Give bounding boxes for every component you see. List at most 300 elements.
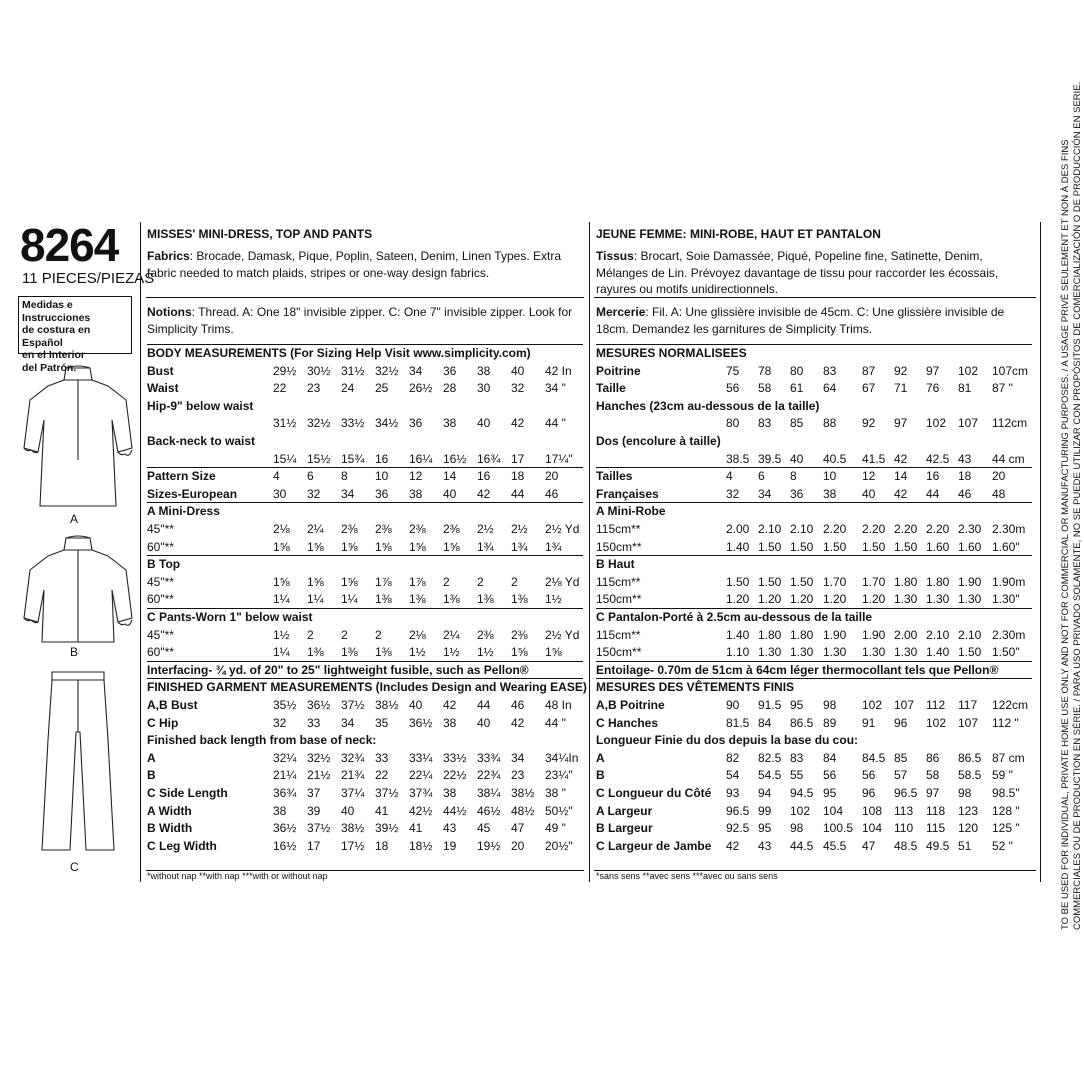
table-cell: 99 [758, 803, 772, 818]
table-row [147, 503, 587, 520]
table-cell: 58.5 [958, 768, 982, 783]
table-cell: 1⅝ [511, 645, 528, 660]
row-label: Longueur Finie du dos depuis la base du cou: [596, 733, 859, 748]
table-cell: 1.80 [926, 574, 950, 589]
table-cell: 54.5 [758, 768, 782, 783]
section-divider [147, 344, 583, 345]
table-row [596, 820, 1036, 837]
table-cell: 15½ [307, 451, 331, 466]
table-cell: 44 " [545, 715, 566, 730]
french-footnote: *sans sens **avec sens ***avec ou sans sens [596, 871, 778, 881]
table-cell: 22¾ [477, 768, 501, 783]
row-label: Sizes-European [147, 486, 238, 501]
notions-text: : Thread. A: One 18" invisible zipper. C: One 7" invisible zipper. Look for Simplicity Trims. [147, 305, 573, 336]
table-cell: 1.30 [958, 592, 982, 607]
table-cell: 1⅝ [409, 539, 426, 554]
table-cell: 1.50 [958, 645, 982, 660]
table-cell: 1½ [273, 627, 290, 642]
table-cell: 32 [273, 715, 287, 730]
table-cell: 1.30 [894, 645, 918, 660]
table-cell: 1⅞ [375, 574, 392, 589]
table-row [147, 732, 587, 749]
table-cell: 34 " [545, 381, 566, 396]
table-cell: 2.00 [894, 627, 918, 642]
table-cell: 16½ [273, 838, 297, 853]
table-cell: 1⅜ [375, 592, 392, 607]
table-cell: 1.30 [790, 645, 814, 660]
table-cell: 23 [307, 381, 321, 396]
table-cell: 34½ [375, 416, 399, 431]
table-row [147, 697, 587, 714]
table-cell: 90 [726, 698, 740, 712]
table-cell: 1.60 [958, 539, 982, 554]
table-cell: 1¼ [307, 592, 324, 607]
table-cell: 1.30 [758, 645, 782, 660]
row-label: Back-neck to waist [147, 434, 256, 448]
row-label: Hanches (23cm au-dessous de la taille) [596, 398, 820, 413]
row-label: B [596, 768, 605, 783]
row-label: A Mini-Dress [147, 504, 220, 519]
table-cell: 38 [443, 786, 457, 800]
table-cell: 38¼ [477, 786, 501, 800]
table-cell: 33¼ [409, 750, 433, 765]
table-cell: 32½ [375, 363, 399, 378]
table-cell: 1½ [477, 645, 494, 660]
table-cell: 102 [790, 803, 811, 818]
table-cell: 14 [894, 469, 908, 484]
row-label: Pattern Size [147, 469, 216, 484]
table-cell: 2.20 [862, 522, 886, 536]
table-cell: 30½ [307, 363, 331, 378]
table-cell: 42 [894, 486, 908, 501]
table-row [147, 380, 587, 397]
table-cell: 40 [341, 803, 355, 818]
section-divider [147, 555, 583, 556]
row-label: BODY MEASUREMENTS (For Sizing Help Visit www.simplicity.com) [147, 346, 531, 360]
table-cell: 51 [958, 838, 972, 853]
table-cell: 59 " [992, 768, 1013, 783]
usage-notice [1060, 81, 1084, 930]
table-cell: 1.90 [862, 627, 886, 642]
table-cell: 102 [926, 416, 947, 431]
table-cell: 44 [511, 486, 525, 501]
table-row [596, 803, 1036, 820]
table-cell: 1⅝ [307, 539, 324, 554]
table-cell: 122cm [992, 698, 1029, 712]
table-cell: 37½ [307, 821, 331, 836]
table-row [596, 609, 1036, 626]
table-row [147, 345, 587, 362]
table-cell: 58 [758, 381, 772, 396]
table-row [596, 451, 1036, 468]
table-cell: 81 [958, 381, 972, 396]
table-cell: 98.5" [992, 786, 1020, 800]
table-cell: 112 " [992, 715, 1019, 730]
table-cell: 44 [477, 698, 491, 712]
table-cell: 8 [341, 469, 348, 484]
table-cell: 1¼ [341, 592, 358, 607]
section-divider [596, 661, 1032, 662]
table-cell: 112cm [992, 416, 1028, 431]
table-row [147, 679, 587, 696]
table-cell: 1½ [409, 645, 426, 660]
table-cell: 1.30" [992, 592, 1020, 607]
table-cell: 2.00 [726, 522, 750, 536]
table-cell: 91.5 [758, 698, 782, 712]
table-cell: 33 [307, 715, 321, 730]
table-cell: 49 " [545, 821, 566, 836]
dress-a-drawing [24, 366, 132, 506]
table-cell: 104 [862, 821, 883, 836]
table-cell: 108 [862, 803, 883, 818]
table-cell: 12 [862, 469, 876, 484]
table-cell: 37½ [375, 786, 399, 800]
table-cell: 102 [958, 363, 979, 378]
table-cell: 25 [375, 381, 389, 396]
table-cell: 36 [790, 486, 804, 501]
table-cell: 39 [307, 803, 321, 818]
table-row [147, 820, 587, 837]
table-cell: 128 " [992, 803, 1020, 818]
table-cell: 58 [926, 768, 940, 783]
table-cell: 44½ [443, 803, 467, 818]
table-row [596, 627, 1036, 644]
table-cell: 55 [790, 768, 804, 783]
right-column-divider [1040, 222, 1041, 882]
table-cell: 42 [477, 486, 491, 501]
table-row [147, 644, 587, 661]
table-cell: 15¾ [341, 451, 365, 466]
table-cell: 86.5 [958, 750, 982, 765]
table-cell: 80 [726, 416, 740, 431]
table-cell: 98 [823, 698, 837, 712]
row-label: B Largeur [596, 821, 653, 836]
table-cell: 75 [726, 363, 740, 378]
table-cell: 86 [926, 750, 940, 765]
table-cell: 16 [926, 469, 940, 484]
table-cell: 39.5 [758, 451, 782, 466]
table-cell: 45.5 [823, 838, 847, 853]
row-label: Finished back length from base of neck: [147, 733, 377, 748]
table-cell: 1⅞ [409, 574, 426, 589]
row-label: Hip-9" below waist [147, 398, 254, 413]
table-cell: 42½ [409, 803, 433, 818]
table-cell: 34 [341, 715, 355, 730]
table-cell: 97 [926, 786, 940, 800]
table-cell: 1.80 [894, 574, 918, 589]
section-divider [596, 502, 1032, 503]
table-cell: 102 [862, 698, 883, 712]
row-label: Taille [596, 381, 626, 396]
table-cell: 95 [790, 698, 804, 712]
table-cell: 42.5 [926, 451, 950, 466]
table-cell: 96 [862, 786, 876, 800]
table-cell: 22 [273, 381, 287, 396]
table-cell: 42 [726, 838, 740, 853]
table-cell: 36½ [409, 715, 433, 730]
table-cell: 34¼In [545, 750, 579, 765]
table-cell: 92 [862, 416, 876, 431]
french-notions [596, 304, 1036, 337]
english-notions [147, 304, 583, 337]
table-cell: 42 [511, 416, 525, 431]
fabrics-text: : Brocade, Damask, Pique, Poplin, Sateen, Denim, Linen Types. Extra fabric needed to match plaids, stripes or one-way design fabrics. [147, 249, 561, 280]
table-cell: 2 [443, 574, 450, 589]
row-label: 45"** [147, 627, 174, 642]
table-cell: 1.40 [726, 627, 750, 642]
table-cell: 1.60" [992, 539, 1020, 554]
table-cell: 33½ [443, 750, 467, 765]
table-row [147, 750, 587, 767]
table-cell: 18½ [409, 838, 433, 853]
table-cell: 52 " [992, 838, 1013, 853]
table-cell: 56 [862, 768, 876, 783]
table-cell: 2.30m [992, 627, 1026, 642]
table-cell: 36½ [273, 821, 297, 836]
table-cell: 117 [958, 698, 978, 712]
row-label: Tailles [596, 469, 633, 484]
row-label: 60"** [147, 592, 174, 607]
row-label: A,B Poitrine [596, 698, 665, 712]
table-cell: 17 [511, 451, 525, 466]
spanish-note-line: Medidas e Instrucciones [22, 299, 91, 324]
table-cell: 1½ [545, 592, 562, 607]
table-cell: 1.50 [758, 574, 782, 589]
table-cell: 85 [790, 416, 804, 431]
table-cell: 37½ [341, 698, 365, 712]
table-cell: 125 " [992, 821, 1020, 836]
table-cell: 2.20 [926, 522, 950, 536]
table-cell: 4 [726, 469, 733, 484]
table-cell: 1.30 [823, 645, 847, 660]
table-cell: 86.5 [790, 715, 814, 730]
table-cell: 37¼ [341, 786, 365, 800]
table-cell: 1.80 [758, 627, 782, 642]
table-cell: 1.90 [823, 627, 847, 642]
table-cell: 2⅜ [477, 627, 494, 642]
table-cell: 104 [823, 803, 844, 818]
table-cell: 2 [511, 574, 518, 589]
table-cell: 10 [823, 469, 837, 484]
table-cell: 2⅜ [511, 627, 528, 642]
table-row [596, 468, 1036, 485]
table-row [147, 539, 587, 556]
table-cell: 82 [726, 750, 740, 765]
table-cell: 98 [790, 821, 804, 836]
table-cell: 107 [894, 698, 915, 712]
table-cell: 20 [992, 469, 1006, 484]
table-cell: 17 [307, 838, 321, 853]
table-cell: 97 [926, 363, 940, 378]
table-row [596, 732, 1036, 749]
row-label: 60"** [147, 539, 174, 554]
table-cell: 21¾ [341, 768, 365, 783]
table-cell: 64 [823, 381, 837, 396]
table-cell: 32 [511, 381, 525, 396]
row-label: 115cm** [596, 522, 641, 536]
table-cell: 1⅝ [273, 574, 290, 589]
table-row [596, 591, 1036, 608]
table-cell: 36¾ [273, 786, 297, 800]
table-cell: 33¾ [477, 750, 501, 765]
table-row [596, 363, 1036, 380]
table-cell: 94 [758, 786, 772, 800]
table-cell: 91 [862, 715, 876, 730]
table-cell: 1.50 [862, 539, 886, 554]
notions-label: Notions [147, 305, 192, 319]
table-cell: 102 [926, 715, 947, 730]
table-cell: 2½ Yd [545, 522, 580, 536]
row-label: Interfacing- ¾ yd. of 20" to 25" lightweight fusible, such as Pellon® [147, 662, 529, 677]
table-cell: 18 [958, 469, 972, 484]
mercerie-label: Mercerie [596, 305, 646, 319]
table-cell: 2⅜ [375, 522, 392, 536]
table-cell: 2¼ [307, 522, 324, 536]
table-cell: 1⅝ [443, 539, 460, 554]
table-cell: 87 " [992, 381, 1013, 396]
section-divider [596, 344, 1032, 345]
table-cell: 82.5 [758, 750, 782, 765]
figure-label-a: A [70, 512, 79, 526]
english-title: MISSES' MINI-DRESS, TOP AND PANTS [147, 227, 373, 241]
table-cell: 1⅜ [511, 592, 528, 607]
table-cell: 84.5 [862, 750, 886, 765]
table-cell: 33½ [341, 416, 365, 431]
table-cell: 22 [375, 768, 389, 783]
table-row [596, 415, 1036, 432]
table-cell: 32¾ [341, 750, 365, 765]
table-cell: 1¼ [273, 645, 290, 660]
table-cell: 32½ [307, 416, 331, 431]
section-divider [147, 502, 583, 503]
table-row [596, 662, 1036, 679]
table-cell: 1.70 [823, 574, 847, 589]
table-cell: 19½ [477, 838, 501, 853]
table-cell: 16½ [443, 451, 467, 466]
table-cell: 2 [375, 627, 382, 642]
table-cell: 1.20 [726, 592, 750, 607]
table-cell: 1⅜ [375, 645, 392, 660]
table-cell: 1.80 [790, 627, 814, 642]
row-label: 115cm** [596, 574, 641, 589]
table-cell: 1⅜ [307, 645, 324, 660]
table-cell: 44.5 [790, 838, 814, 853]
table-cell: 36 [443, 363, 457, 378]
row-label: C Hanches [596, 715, 659, 730]
table-cell: 36½ [307, 698, 331, 712]
table-cell: 10 [375, 469, 389, 484]
table-cell: 40 [862, 486, 876, 501]
table-cell: 81.5 [726, 715, 750, 730]
table-cell: 107cm [992, 363, 1029, 378]
table-row [147, 715, 587, 732]
mercerie-text: : Fil. A: Une glissière invisible de 45cm. C: Une glissière invisible de 18cm. Demandez les garnitures de Simplicity Trims. [596, 305, 1005, 336]
table-cell: 1.10 [726, 645, 750, 660]
table-cell: 1.50 [894, 539, 918, 554]
table-cell: 47 [862, 838, 876, 853]
table-cell: 45 [477, 821, 491, 836]
table-cell: 40 [477, 416, 491, 431]
table-cell: 1.50" [992, 645, 1020, 660]
row-label: MESURES DES VÊTEMENTS FINIS [596, 680, 795, 695]
table-cell: 22¼ [409, 768, 433, 783]
table-row [596, 574, 1036, 591]
table-cell: 46½ [477, 803, 501, 818]
table-cell: 1.40 [926, 645, 950, 660]
table-cell: 38½ [511, 786, 535, 800]
table-cell: 35½ [273, 698, 297, 712]
table-cell: 93 [726, 786, 740, 800]
spanish-note-line: en el Interior [22, 349, 86, 361]
section-divider [596, 555, 1032, 556]
french-title: JEUNE FEMME: MINI-ROBE, HAUT ET PANTALON [596, 227, 881, 241]
table-row [147, 451, 587, 468]
table-row [147, 627, 587, 644]
table-cell: 37 [307, 786, 321, 800]
table-cell: 57 [894, 768, 908, 783]
table-cell: 115 [926, 821, 946, 836]
table-cell: 35 [375, 715, 389, 730]
table-cell: 1.30 [894, 592, 918, 607]
table-cell: 110 [894, 821, 914, 836]
table-cell: 33 [375, 750, 389, 765]
table-cell: 83 [823, 363, 837, 378]
table-cell: 34 [409, 363, 423, 378]
table-cell: 92 [894, 363, 908, 378]
table-cell: 2.30m [992, 522, 1026, 536]
table-cell: 40 [511, 363, 525, 378]
row-label: C Hip [147, 715, 179, 730]
table-cell: 17¼" [545, 451, 573, 466]
table-cell: 16 [375, 451, 389, 466]
table-cell: 12 [409, 469, 423, 484]
table-cell: 40 [790, 451, 804, 466]
table-cell: 112 [926, 698, 946, 712]
table-cell: 2.30 [958, 522, 982, 536]
row-label: A,B Bust [147, 698, 198, 712]
table-cell: 89 [823, 715, 837, 730]
table-cell: 38 [409, 486, 423, 501]
table-cell: 84 [758, 715, 772, 730]
table-cell: 1.50 [790, 574, 814, 589]
row-label: C Pantalon-Porté à 2.5cm au-dessous de la taille [596, 610, 873, 624]
table-cell: 23¼" [545, 768, 573, 783]
table-cell: 1⅝ [307, 574, 324, 589]
table-cell: 6 [758, 469, 765, 484]
table-cell: 16¾ [477, 451, 501, 466]
table-cell: 48 In [545, 698, 572, 712]
table-cell: 31½ [273, 416, 297, 431]
table-cell: 20 [511, 838, 525, 853]
table-cell: 32 [307, 486, 321, 501]
row-label: 150cm** [596, 592, 642, 607]
row-label: 60"** [147, 645, 174, 660]
table-cell: 24 [341, 381, 355, 396]
row-label: 45"** [147, 522, 174, 536]
table-row [596, 433, 1036, 450]
table-row [147, 556, 587, 573]
table-cell: 1⅝ [545, 645, 562, 660]
table-row [147, 468, 587, 485]
row-label: A [596, 750, 605, 765]
table-cell: 1.50 [790, 539, 814, 554]
table-cell: 94.5 [790, 786, 814, 800]
table-cell: 87 cm [992, 750, 1025, 765]
table-cell: 95 [823, 786, 837, 800]
table-row [596, 539, 1036, 556]
table-cell: 40 [477, 715, 491, 730]
table-cell: 2½ [511, 522, 528, 536]
